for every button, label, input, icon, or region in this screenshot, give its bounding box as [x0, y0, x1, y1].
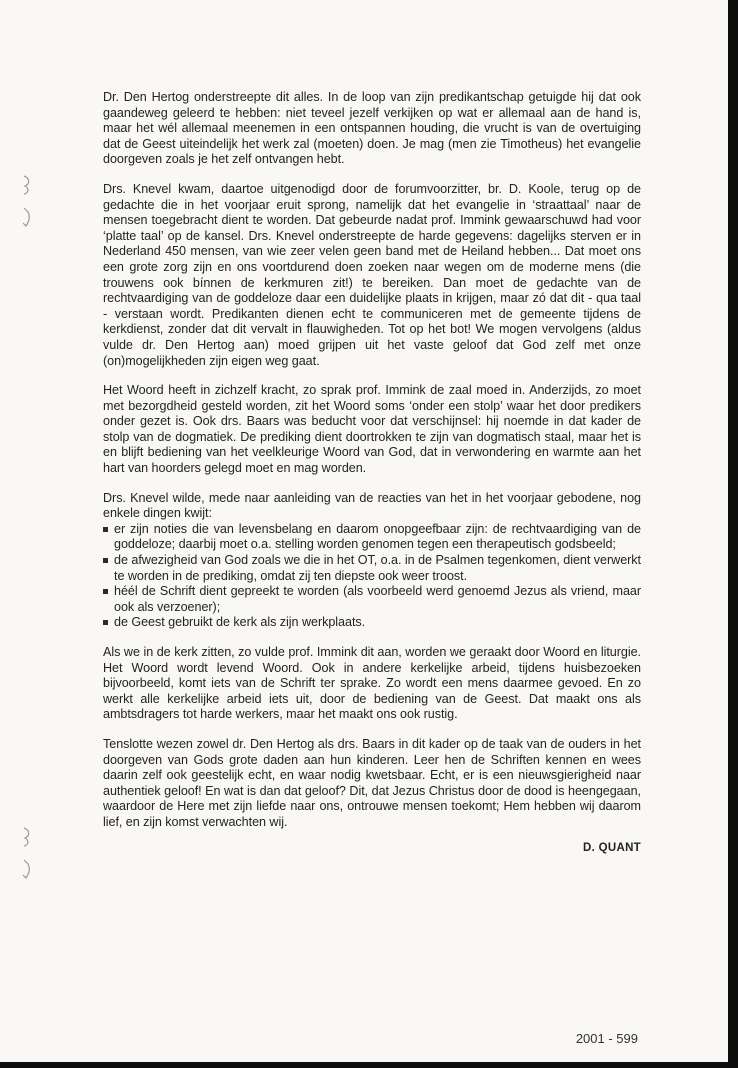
- paragraph: Als we in de kerk zitten, zo vulde prof. Immink dit aan, worden we geraakt door Woord en liturgie. Het Woord wordt levend Woord. Ook in andere kerkelijke arbeid, tijdens huisbezoeken bijvoorbeeld, komt iets van de Schrift ter sprake. Zo wordt een mens daarmee gevoed. En zo werkt alle kerkelijke arbeid iets uit, door de bediening van de Geest. Dat maakt ons als ambtsdragers tot harde werkers, maar het maakt ons ook rustig.: [103, 645, 641, 722]
- paragraph: Drs. Knevel wilde, mede naar aanleiding van de reacties van het in het voorjaar gebodene, nog enkele dingen kwijt:: [103, 490, 641, 521]
- scan-edge-bottom: [0, 1062, 738, 1068]
- binding-mark-icon: [20, 206, 34, 228]
- list-item: [103, 615, 641, 631]
- paragraph: Het Woord heeft in zichzelf kracht, zo sprak prof. Immink de zaal moed in. Anderzijds, zo moet met bezorgdheid gesteld worden, zit het Woord soms ‘onder een stolp’ waar het door predikers onder gezet is. Ook drs. Baars was beducht voor dat verschijnsel: hij noemde in dat kader de stolp van de dogmatiek. De prediking dient doortrokken te zijn van dogmatisch staal, maar het is en blijft bediening van het veelkleurige Woord van God, dat in verwondering en warmte aan het hart van hoorders gelegd moet en mag worden.: [103, 383, 641, 476]
- article-body: [103, 90, 641, 856]
- binding-mark-icon: [20, 858, 34, 880]
- scan-edge-right: [728, 0, 738, 1068]
- list-item: [103, 553, 641, 584]
- binding-mark-icon: [20, 826, 34, 848]
- bullet-list: [103, 522, 641, 631]
- paragraph: Drs. Knevel kwam, daartoe uitgenodigd door de forumvoorzitter, br. D. Koole, terug op de gedachte die in het voorjaar eruit sprong, namelijk dat het evangelie in ‘straattaal’ naar de mensen toegebracht dient te worden. Dat gebeurde nadat prof. Immink gewaarschuwd had voor ‘platte taal’ op de kansel. Drs. Knevel onderstreepte de harde gegevens: dagelijks sterven er in Nederland 450 mensen, van wie zeer velen geen band met de Heiland hebben... Dat moet ons een grote zorg zijn en ons voortdurend doen zoeken naar wegen om de moderne mens (die trouwens ook bínnen de kerkmuren zit!) te bereiken. Dan moet de gedachte van de rechtvaardiging van de goddeloze daar een duidelijke plaats in krijgen, maar zó dat dit - qua taal - verstaan wordt. Predikanten dienen echt te communiceren met de gemeente tijdens de kerkdienst, zonder dat dit vervalt in flauwigheden. Tot op het bot! We mogen vervolgens (aldus vulde dr. Den Hertog aan) moed grijpen uit het vaste geloof dat God zelf met onze (on)mogelijkheden zijn eigen weg gaat.: [103, 181, 641, 368]
- binding-mark-icon: [20, 174, 34, 196]
- list-item-text: héél de Schrift dient gepreekt te worden (als voorbeeld werd genoemd Jezus als vriend, maar ook als verzoener);: [114, 584, 641, 614]
- bullet-icon: [103, 558, 108, 563]
- author-signature: D. QUANT: [583, 841, 641, 854]
- bullet-icon: [103, 620, 108, 625]
- list-item: [103, 584, 641, 615]
- bullet-icon: [103, 589, 108, 594]
- list-item-text: er zijn noties die van levensbelang en daarom onopgeefbaar zijn: de rechtvaardiging van de goddeloze; daarbij moet o.a. stelling worden genomen tegen een therapeutisch godsbeeld;: [114, 521, 641, 552]
- list-item-text: de afwezigheid van God zoals we die in het OT, o.a. in de Psalmen tegenkomen, dient verwerkt te worden in de prediking, omdat zij ten diepste ook weer troost.: [114, 553, 641, 583]
- list-item-text: de Geest gebruikt de kerk als zijn werkplaats.: [114, 615, 366, 630]
- page-number: 2001 - 599: [575, 1031, 638, 1046]
- paragraph: Dr. Den Hertog onderstreepte dit alles. In de loop van zijn predikantschap getuigde hij dat ook gaandeweg geleerd te hebben: niet teveel jezelf verkijken op wat er allemaal aan de hand is, maar het wél allemaal meenemen in een ontspannen houding, die vrucht is van de overtuiging dat de Geest uiteindelijk het werk zal (moeten) doen. Je mag (men zie Timotheus) het evangelie doorgeven zoals je het zelf ontvangen hebt.: [103, 90, 641, 167]
- list-item: [103, 522, 641, 553]
- paragraph: Tenslotte wezen zowel dr. Den Hertog als drs. Baars in dit kader op de taak van de ouders in het doorgeven van Gods grote daden aan hun kinderen. Leer hen de Schriften kennen en wees daarin zelf ook geestelijk echt, en waar nodig kwetsbaar. Echt, er is een nieuwsgierigheid naar authentiek geloof! En wat is dan dat geloof? Dit, dat Jezus Christus door de dood is heengegaan, waardoor de Here met zijn liefde naar ons, ontrouwe mensen toekomt; Hem hebben wij daarom lief, en zijn komst verwachten wij.: [103, 736, 641, 829]
- bullet-icon: [103, 527, 108, 532]
